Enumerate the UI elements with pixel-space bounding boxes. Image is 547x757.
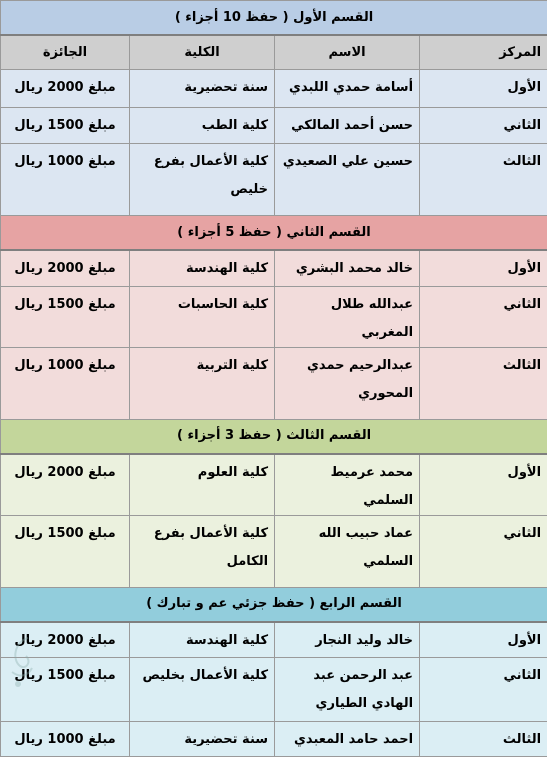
section-3-header-row [1, 419, 547, 454]
rank-cell: الثالث [420, 144, 547, 216]
college-cell: كلية الهندسة [130, 622, 275, 658]
table-row [1, 515, 547, 587]
section-title: القسم الرابع ( حفظ جزئي عم و تبارك ) [1, 587, 547, 622]
prize-cell: مبلغ 2000 ريال [1, 70, 130, 108]
college-cell: سنة تحضيرية [130, 722, 275, 757]
name-cell: أسامة حمدي اللبدي [275, 70, 420, 108]
table-row [1, 250, 547, 286]
table-row [1, 286, 547, 347]
college-header: الكلية [130, 35, 275, 70]
rank-cell: الثاني [420, 108, 547, 144]
college-cell: كلية الأعمال بفرع خليص [130, 144, 275, 216]
prize-cell: مبلغ 1500 ريال [1, 286, 130, 347]
prize-cell: مبلغ 1500 ريال [1, 515, 130, 587]
college-cell: كلية الأعمال بخليص [130, 658, 275, 722]
rank-cell: الثالث [420, 347, 547, 419]
rank-cell: الثاني [420, 515, 547, 587]
prize-cell: مبلغ 1000 ريال [1, 347, 130, 419]
name-cell: عبدالله طلال المغربي [275, 286, 420, 347]
section-2-header-row [1, 216, 547, 251]
name-cell: عبد الرحمن عبد الهادي الطياري [275, 658, 420, 722]
table-row [1, 722, 547, 757]
rank-header: المركز [420, 35, 547, 70]
table-row [1, 108, 547, 144]
college-cell: كلية التربية [130, 347, 275, 419]
name-cell: خالد وليد النجار [275, 622, 420, 658]
section-title: القسم الأول ( حفظ 10 أجزاء ) [1, 1, 547, 36]
prize-header: الجائزة [1, 35, 130, 70]
prize-cell: مبلغ 2000 ريال [1, 454, 130, 516]
section-title: القسم الثاني ( حفظ 5 أجزاء ) [1, 216, 547, 251]
table-row [1, 622, 547, 658]
prize-cell: مبلغ 1500 ريال [1, 108, 130, 144]
rank-cell: الثالث [420, 722, 547, 757]
name-header: الاسم [275, 35, 420, 70]
name-cell: عبدالرحيم حمدي المحوري [275, 347, 420, 419]
section-1-header-row [1, 1, 547, 36]
table-row [1, 347, 547, 419]
name-cell: احمد حامد المعبدي [275, 722, 420, 757]
prize-cell: مبلغ 1000 ريال [1, 144, 130, 216]
college-cell: سنة تحضيرية [130, 70, 275, 108]
name-cell: عماد حبيب الله السلمي [275, 515, 420, 587]
name-cell: حسن أحمد المالكي [275, 108, 420, 144]
prize-cell: مبلغ 1500 ريال [1, 658, 130, 722]
prize-cell: مبلغ 2000 ريال [1, 622, 130, 658]
table-row [1, 454, 547, 516]
watermark-logo [6, 632, 36, 692]
rank-cell: الأول [420, 70, 547, 108]
table-row [1, 70, 547, 108]
rank-cell: الأول [420, 622, 547, 658]
prize-cell: مبلغ 2000 ريال [1, 250, 130, 286]
college-cell: كلية الهندسة [130, 250, 275, 286]
section-title: القسم الثالث ( حفظ 3 أجزاء ) [1, 419, 547, 454]
rank-cell: الأول [420, 454, 547, 516]
prize-cell: مبلغ 1000 ريال [1, 722, 130, 757]
table-row [1, 144, 547, 216]
name-cell: خالد محمد البشري [275, 250, 420, 286]
rank-cell: الثاني [420, 286, 547, 347]
college-cell: كلية الأعمال بفرع الكامل [130, 515, 275, 587]
name-cell: محمد عرميط السلمي [275, 454, 420, 516]
college-cell: كلية الطب [130, 108, 275, 144]
name-cell: حسين علي الصعيدي [275, 144, 420, 216]
column-header-row [1, 35, 547, 70]
college-cell: كلية الحاسبات [130, 286, 275, 347]
section-4-header-row [1, 587, 547, 622]
rank-cell: الأول [420, 250, 547, 286]
rank-cell: الثاني [420, 658, 547, 722]
college-cell: كلية العلوم [130, 454, 275, 516]
